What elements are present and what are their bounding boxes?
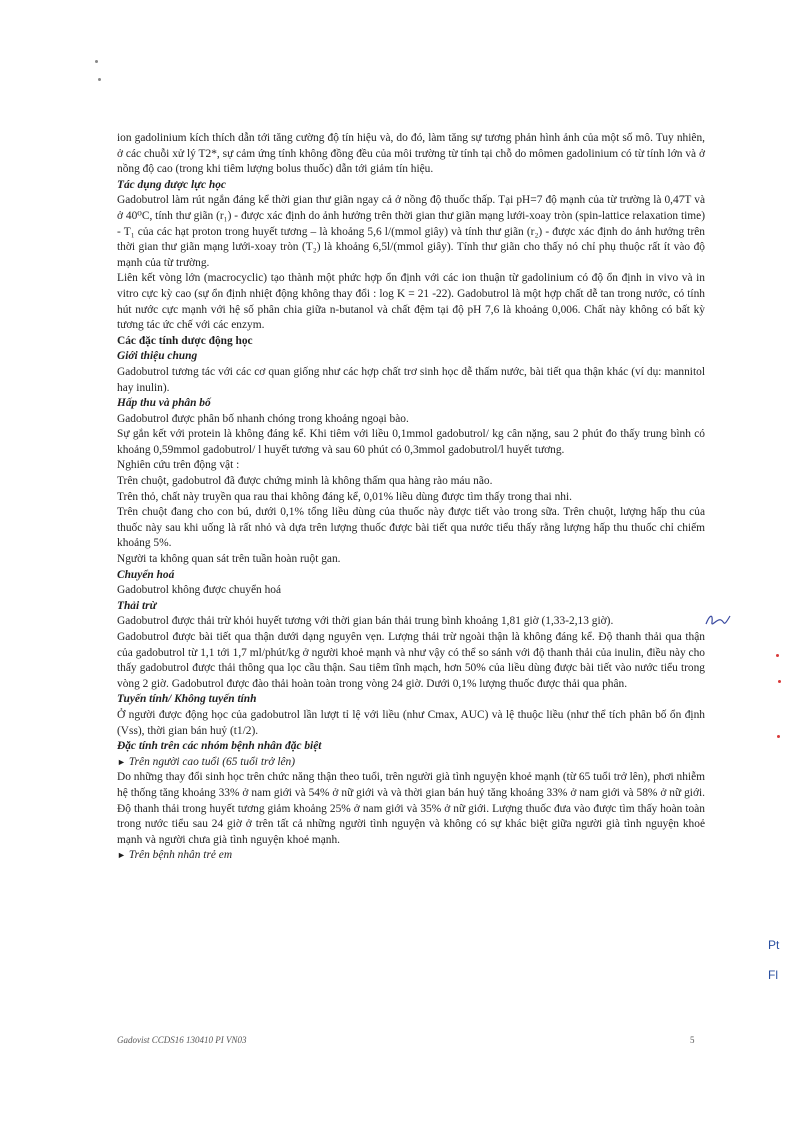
margin-speck bbox=[98, 78, 101, 81]
body-paragraph bbox=[117, 427, 705, 458]
body-paragraph bbox=[117, 365, 705, 396]
paragraph-text: Các đặc tính dược động học bbox=[117, 334, 253, 347]
section-heading bbox=[117, 396, 705, 412]
body-paragraph bbox=[117, 412, 705, 428]
body-paragraph bbox=[117, 552, 705, 568]
paragraph-text: Trên thỏ, chất này truyền qua rau thai không đáng kể, 0,01% liều dùng được tìm thấy trong thai nhi. bbox=[117, 490, 572, 503]
body-paragraph bbox=[117, 490, 705, 506]
paragraph-text: Người ta không quan sát trên tuần hoàn ruột gan. bbox=[117, 553, 341, 566]
margin-speck bbox=[95, 60, 98, 63]
body-paragraph bbox=[117, 458, 705, 474]
paragraph-text: Gadobutrol được bài tiết qua thận dưới dạng nguyên vẹn. Lượng thải trừ ngoài thận là không đáng kể. Độ thanh thải qua thận của gadobutrol từ 1,1 tới 1,7 ml/phút/kg ở người khoẻ mạnh và như vậy có thể so sánh với độ thanh thải của inulin, điều này cho thấy gadobutrol được thải thông qua lọc cầu thận. Sau tiêm tĩnh mạch, hơn 50% của liều dùng được bài tiết vào nước tiểu trong vòng 2 giờ. Gadobutrol được đào thải hoàn toàn trong vòng 24 giờ. Dưới 0,1% lượng thuốc được thải qua phân. bbox=[117, 631, 705, 690]
body-paragraph bbox=[117, 614, 705, 630]
paragraph-text: Gadobutrol được phân bố nhanh chóng trong khoảng ngoại bào. bbox=[117, 412, 409, 425]
section-heading bbox=[117, 692, 705, 708]
section-heading bbox=[117, 739, 705, 755]
margin-speck bbox=[777, 735, 780, 738]
body-paragraph bbox=[117, 708, 705, 739]
body-paragraph bbox=[117, 474, 705, 490]
section-heading bbox=[117, 178, 705, 194]
body-paragraph bbox=[117, 770, 705, 848]
body-paragraph bbox=[117, 131, 705, 178]
body-paragraph bbox=[117, 193, 705, 271]
section-heading bbox=[117, 349, 705, 365]
paragraph-text: Chuyển hoá bbox=[117, 568, 175, 581]
paragraph-text: Trên chuột, gadobutrol đã được chứng minh là không thấm qua hàng rào máu não. bbox=[117, 475, 493, 488]
bullet-triangle-icon: ► bbox=[117, 850, 126, 861]
paragraph-text: Tác dụng dược lực học bbox=[117, 178, 226, 191]
bullet-triangle-icon: ► bbox=[117, 756, 126, 767]
paragraph-text: Gadobutrol tương tác với các cơ quan giống như các hợp chất trơ sinh học dễ thấm nước, bài tiết qua thận khác (ví dụ: mannitol hay inulin). bbox=[117, 365, 705, 394]
paragraph-text: Giới thiệu chung bbox=[117, 350, 198, 363]
body-paragraph bbox=[117, 505, 705, 552]
margin-speck bbox=[778, 680, 781, 683]
signature-mark bbox=[703, 610, 733, 632]
paragraph-text: Trên bệnh nhân trẻ em bbox=[128, 849, 233, 862]
body-paragraph bbox=[117, 271, 705, 333]
paragraph-text: Tuyến tính/ Không tuyến tính bbox=[117, 693, 257, 706]
document-body bbox=[117, 131, 705, 864]
section-heading bbox=[117, 599, 705, 615]
paragraph-text: Gadobutrol được thải trừ khỏi huyết tương với thời gian bán thải trung bình khoảng 1,81 giờ (1,33-2,13 giờ). bbox=[117, 615, 614, 628]
bullet-subheading bbox=[117, 848, 705, 864]
paragraph-text: Gadobutrol không được chuyển hoá bbox=[117, 584, 282, 597]
paragraph-text: Hấp thu và phân bố bbox=[117, 397, 211, 410]
margin-speck bbox=[776, 654, 779, 657]
paragraph-text: Sự gắn kết với protein là không đáng kể. Khi tiêm với liều 0,1mmol gadobutrol/ kg cân nặng, sau 2 phút đo thấy trung bình có khoảng 0,59mmol gadobutrol/ l huyết tương và sau 60 phút có 0,3mmol gadobutrol/l huyết tương. bbox=[117, 428, 705, 456]
paragraph-text: Thải trừ bbox=[117, 599, 157, 612]
body-paragraph bbox=[117, 583, 705, 599]
paragraph-text: Nghiên cứu trên động vật : bbox=[117, 459, 240, 472]
paragraph-text: Trên người cao tuổi (65 tuổi trở lên) bbox=[128, 755, 296, 768]
paragraph-text: Gadobutrol làm rút ngắn đáng kể thời gian thư giãn ngay cả ở nồng độ thuốc thấp. Tại pH=7 độ mạnh của từ trường là 0,47T và ở 40⁰C, tính thư giãn (r₁) - được xác định do ảnh hưởng trên thời gian thư giãn mạng lưới-xoay tròn (spin-lattice relaxation time) - T₁ của các hạt proton trong huyết tương – là khoảng 5,6 l/(mmol giây) và tính thư giãn (r₂) - được xác định do ảnh hưởng trên thời gian thư giãn mạng lưới-xoay tròn (T₂) là khoảng 6,5l/(mmol giây). Tính thư giãn cho thấy nó chỉ phụ thuộc rất ít vào độ mạnh của từ trường. bbox=[117, 194, 705, 269]
paragraph-text: ion gadolinium kích thích dẫn tới tăng cường độ tín hiệu và, do đó, làm tăng sự tương phản hình ảnh của một số mô. Tuy nhiên, ở các chuỗi xử lý T2*, sự cảm ứng tính không đồng đều của môi trường từ tính tại chỗ do mômen gadolinium có từ tính lớn và ở nồng độ cao (trong khi tiêm lượng bolus thuốc) dẫn tới giảm tín hiệu. bbox=[117, 132, 705, 176]
paragraph-text: Ở người được động học của gadobutrol lần lượt tỉ lệ với liều (như Cmax, AUC) và lệ thuộc liều (như thể tích phân bố ổn định (Vss), thời gian bán huỷ (t1/2). bbox=[117, 708, 705, 737]
footer-page-number: 5 bbox=[690, 1035, 695, 1045]
paragraph-text: Liên kết vòng lớn (macrocyclic) tạo thành một phức hợp ổn định với các ion thuận từ gadolinium có độ ổn định in vivo và in vitro cực kỳ cao (sự ổn định nhiệt động không thay đổi : log K = 21 -22). Gadobutrol là một hợp chất dễ tan trong nước, có tính hút nước cực mạnh với hệ số phân chia giữa n-butanol và chất đệm tại độ pH 7,6 là khoảng 0,006. Chất này không có bất kỳ tương tác ức chế với các enzym. bbox=[117, 272, 705, 332]
paragraph-text: Do những thay đổi sinh học trên chức năng thận theo tuổi, trên người già tình nguyện khoẻ mạnh (từ 65 tuổi trở lên), phơi nhiễm hệ thống tăng khoảng 33% ở nam giới và 54% ở nữ giới và và thời gian bán huỷ tăng khoảng 33% ở nam giới và 58% ở nữ giới. Độ thanh thải trong huyết tương giảm khoảng 25% ở nam giới và 35% ở nữ giới. Lượng thuốc đưa vào được tìm thấy hoàn toàn trong nước tiểu sau 24 giờ ở trên tất cả những người tình nguyện và không có sự khác biệt giữa người già tình nguyện khoẻ mạnh và người chưa già tình nguyện khoẻ mạnh. bbox=[117, 771, 705, 846]
edge-mark-1: Pt bbox=[768, 938, 780, 952]
bullet-subheading bbox=[117, 755, 705, 771]
paragraph-text: Trên chuột đang cho con bú, dưới 0,1% tổng liều dùng của thuốc này được tiết vào trong sữa. Trên chuột, lượng hấp thu của thuốc này sau khi uống là rất nhỏ và dựa trên lượng thuốc được bài tiết qua nước tiểu thấy rằng lượng hấp thu thuốc chỉ chiếm khoảng 5%. bbox=[117, 506, 705, 550]
section-heading bbox=[117, 568, 705, 584]
section-heading bbox=[117, 334, 705, 350]
body-paragraph bbox=[117, 630, 705, 692]
edge-mark-2: Fl bbox=[768, 968, 778, 982]
footer-doc-ref: Gadovist CCDS16 130410 PI VN03 bbox=[117, 1035, 247, 1045]
paragraph-text: Đặc tính trên các nhóm bệnh nhân đặc biệt bbox=[117, 740, 322, 753]
